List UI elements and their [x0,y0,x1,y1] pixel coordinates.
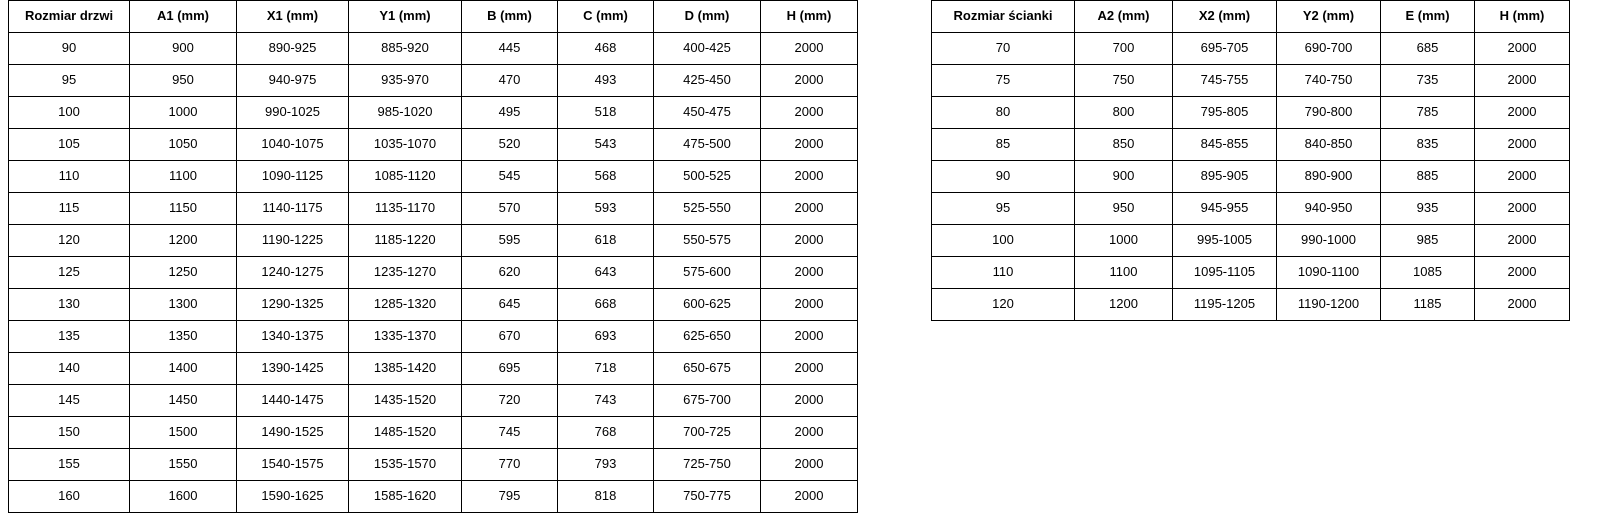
cell: 985 [1381,225,1475,257]
doors-dimensions-table [8,0,858,513]
cell: 940-950 [1277,193,1381,225]
cell: 985-1020 [349,97,462,129]
cell: 935 [1381,193,1475,225]
cell: 90 [932,161,1075,193]
cell: 2000 [761,481,858,513]
cell: 793 [558,449,654,481]
walls-table-header [932,1,1570,33]
cell: 95 [9,65,130,97]
cell: 1190-1225 [237,225,349,257]
cell: 1040-1075 [237,129,349,161]
doors-col-header-b: B (mm) [462,1,558,33]
cell: 695 [462,353,558,385]
cell: 1095-1105 [1173,257,1277,289]
doors-col-header-a1: A1 (mm) [130,1,237,33]
cell: 950 [1075,193,1173,225]
cell: 750 [1075,65,1173,97]
cell: 1100 [130,161,237,193]
table-row [932,193,1570,225]
cell: 1385-1420 [349,353,462,385]
table-row [9,417,858,449]
cell: 745-755 [1173,65,1277,97]
cell: 945-955 [1173,193,1277,225]
cell: 643 [558,257,654,289]
cell: 120 [932,289,1075,321]
cell: 735 [1381,65,1475,97]
cell: 575-600 [654,257,761,289]
cell: 1050 [130,129,237,161]
walls-col-header-size: Rozmiar ścianki [932,1,1075,33]
cell: 840-850 [1277,129,1381,161]
table-header-row [932,1,1570,33]
cell: 2000 [1475,161,1570,193]
table-header-row [9,1,858,33]
cell: 700 [1075,33,1173,65]
cell: 740-750 [1277,65,1381,97]
cell: 518 [558,97,654,129]
cell: 718 [558,353,654,385]
walls-col-header-x2: X2 (mm) [1173,1,1277,33]
cell: 1340-1375 [237,321,349,353]
cell: 768 [558,417,654,449]
cell: 90 [9,33,130,65]
cell: 570 [462,193,558,225]
cell: 845-855 [1173,129,1277,161]
cell: 690-700 [1277,33,1381,65]
cell: 450-475 [654,97,761,129]
cell: 500-525 [654,161,761,193]
cell: 1200 [1075,289,1173,321]
cell: 1135-1170 [349,193,462,225]
cell: 745 [462,417,558,449]
cell: 1000 [130,97,237,129]
cell: 1500 [130,417,237,449]
cell: 1440-1475 [237,385,349,417]
cell: 685 [1381,33,1475,65]
table-row [9,481,858,513]
cell: 1150 [130,193,237,225]
walls-col-header-h: H (mm) [1475,1,1570,33]
cell: 1085-1120 [349,161,462,193]
table-row [9,353,858,385]
table-row [9,225,858,257]
table-row [932,129,1570,161]
table-row [932,65,1570,97]
walls-col-header-y2: Y2 (mm) [1277,1,1381,33]
cell: 2000 [1475,257,1570,289]
cell: 80 [932,97,1075,129]
cell: 1185-1220 [349,225,462,257]
cell: 125 [9,257,130,289]
table-row [9,289,858,321]
cell: 95 [932,193,1075,225]
cell: 1185 [1381,289,1475,321]
table-row [9,449,858,481]
table-row [9,65,858,97]
doors-col-header-d: D (mm) [654,1,761,33]
table-row [932,257,1570,289]
cell: 2000 [1475,65,1570,97]
cell: 835 [1381,129,1475,161]
cell: 2000 [761,129,858,161]
cell: 900 [1075,161,1173,193]
cell: 2000 [1475,97,1570,129]
cell: 70 [932,33,1075,65]
cell: 2000 [1475,33,1570,65]
cell: 543 [558,129,654,161]
cell: 495 [462,97,558,129]
cell: 670 [462,321,558,353]
walls-dimensions-table-container [931,0,1570,321]
cell: 425-450 [654,65,761,97]
doors-col-header-c: C (mm) [558,1,654,33]
cell: 625-650 [654,321,761,353]
cell: 75 [932,65,1075,97]
cell: 990-1000 [1277,225,1381,257]
cell: 100 [9,97,130,129]
cell: 525-550 [654,193,761,225]
cell: 1300 [130,289,237,321]
cell: 470 [462,65,558,97]
cell: 695-705 [1173,33,1277,65]
cell: 568 [558,161,654,193]
cell: 468 [558,33,654,65]
cell: 110 [9,161,130,193]
cell: 2000 [1475,129,1570,161]
cell: 140 [9,353,130,385]
table-row [932,289,1570,321]
table-row [9,33,858,65]
cell: 900 [130,33,237,65]
cell: 770 [462,449,558,481]
cell: 990-1025 [237,97,349,129]
cell: 1590-1625 [237,481,349,513]
cell: 1090-1100 [1277,257,1381,289]
cell: 150 [9,417,130,449]
cell: 935-970 [349,65,462,97]
doors-table-header [9,1,858,33]
cell: 1335-1370 [349,321,462,353]
doors-col-header-x1: X1 (mm) [237,1,349,33]
cell: 668 [558,289,654,321]
cell: 1540-1575 [237,449,349,481]
cell: 1535-1570 [349,449,462,481]
cell: 593 [558,193,654,225]
cell: 950 [130,65,237,97]
cell: 105 [9,129,130,161]
cell: 493 [558,65,654,97]
doors-dimensions-table-container [8,0,858,513]
cell: 145 [9,385,130,417]
cell: 850 [1075,129,1173,161]
cell: 2000 [761,321,858,353]
cell: 2000 [761,225,858,257]
cell: 475-500 [654,129,761,161]
cell: 750-775 [654,481,761,513]
cell: 1240-1275 [237,257,349,289]
walls-table-body [932,33,1570,321]
cell: 1550 [130,449,237,481]
doors-col-header-h: H (mm) [761,1,858,33]
cell: 650-675 [654,353,761,385]
cell: 2000 [1475,225,1570,257]
cell: 1000 [1075,225,1173,257]
cell: 995-1005 [1173,225,1277,257]
cell: 100 [932,225,1075,257]
cell: 2000 [761,353,858,385]
cell: 885-920 [349,33,462,65]
cell: 1490-1525 [237,417,349,449]
cell: 2000 [761,257,858,289]
cell: 1400 [130,353,237,385]
doors-table-body [9,33,858,513]
cell: 1285-1320 [349,289,462,321]
cell: 600-625 [654,289,761,321]
cell: 2000 [761,193,858,225]
cell: 1585-1620 [349,481,462,513]
cell: 400-425 [654,33,761,65]
cell: 1390-1425 [237,353,349,385]
cell: 895-905 [1173,161,1277,193]
cell: 618 [558,225,654,257]
cell: 445 [462,33,558,65]
cell: 818 [558,481,654,513]
table-row [932,33,1570,65]
cell: 2000 [761,385,858,417]
cell: 940-975 [237,65,349,97]
table-row [9,129,858,161]
table-row [9,193,858,225]
cell: 545 [462,161,558,193]
cell: 1235-1270 [349,257,462,289]
doors-col-header-y1: Y1 (mm) [349,1,462,33]
cell: 693 [558,321,654,353]
walls-col-header-a2: A2 (mm) [1075,1,1173,33]
cell: 2000 [761,65,858,97]
cell: 1450 [130,385,237,417]
cell: 115 [9,193,130,225]
cell: 550-575 [654,225,761,257]
cell: 2000 [761,97,858,129]
cell: 795-805 [1173,97,1277,129]
cell: 725-750 [654,449,761,481]
cell: 1190-1200 [1277,289,1381,321]
walls-dimensions-table [931,0,1570,321]
cell: 2000 [761,417,858,449]
cell: 595 [462,225,558,257]
cell: 135 [9,321,130,353]
cell: 130 [9,289,130,321]
cell: 790-800 [1277,97,1381,129]
cell: 1250 [130,257,237,289]
cell: 885 [1381,161,1475,193]
cell: 1435-1520 [349,385,462,417]
table-row [932,161,1570,193]
walls-col-header-e: E (mm) [1381,1,1475,33]
cell: 1350 [130,321,237,353]
cell: 1485-1520 [349,417,462,449]
cell: 2000 [761,289,858,321]
table-row [9,161,858,193]
cell: 2000 [1475,193,1570,225]
cell: 2000 [1475,289,1570,321]
table-row [932,97,1570,129]
cell: 1200 [130,225,237,257]
cell: 800 [1075,97,1173,129]
cell: 1085 [1381,257,1475,289]
table-row [9,97,858,129]
cell: 675-700 [654,385,761,417]
cell: 1100 [1075,257,1173,289]
cell: 2000 [761,33,858,65]
doors-col-header-size: Rozmiar drzwi [9,1,130,33]
cell: 2000 [761,449,858,481]
cell: 1140-1175 [237,193,349,225]
cell: 160 [9,481,130,513]
cell: 1195-1205 [1173,289,1277,321]
cell: 1035-1070 [349,129,462,161]
cell: 785 [1381,97,1475,129]
cell: 890-900 [1277,161,1381,193]
cell: 700-725 [654,417,761,449]
cell: 620 [462,257,558,289]
cell: 120 [9,225,130,257]
cell: 155 [9,449,130,481]
cell: 1600 [130,481,237,513]
cell: 890-925 [237,33,349,65]
cell: 110 [932,257,1075,289]
cell: 520 [462,129,558,161]
table-row [9,257,858,289]
cell: 85 [932,129,1075,161]
cell: 1290-1325 [237,289,349,321]
cell: 645 [462,289,558,321]
cell: 743 [558,385,654,417]
cell: 2000 [761,161,858,193]
cell: 795 [462,481,558,513]
table-row [9,385,858,417]
cell: 1090-1125 [237,161,349,193]
table-row [9,321,858,353]
table-row [932,225,1570,257]
cell: 720 [462,385,558,417]
